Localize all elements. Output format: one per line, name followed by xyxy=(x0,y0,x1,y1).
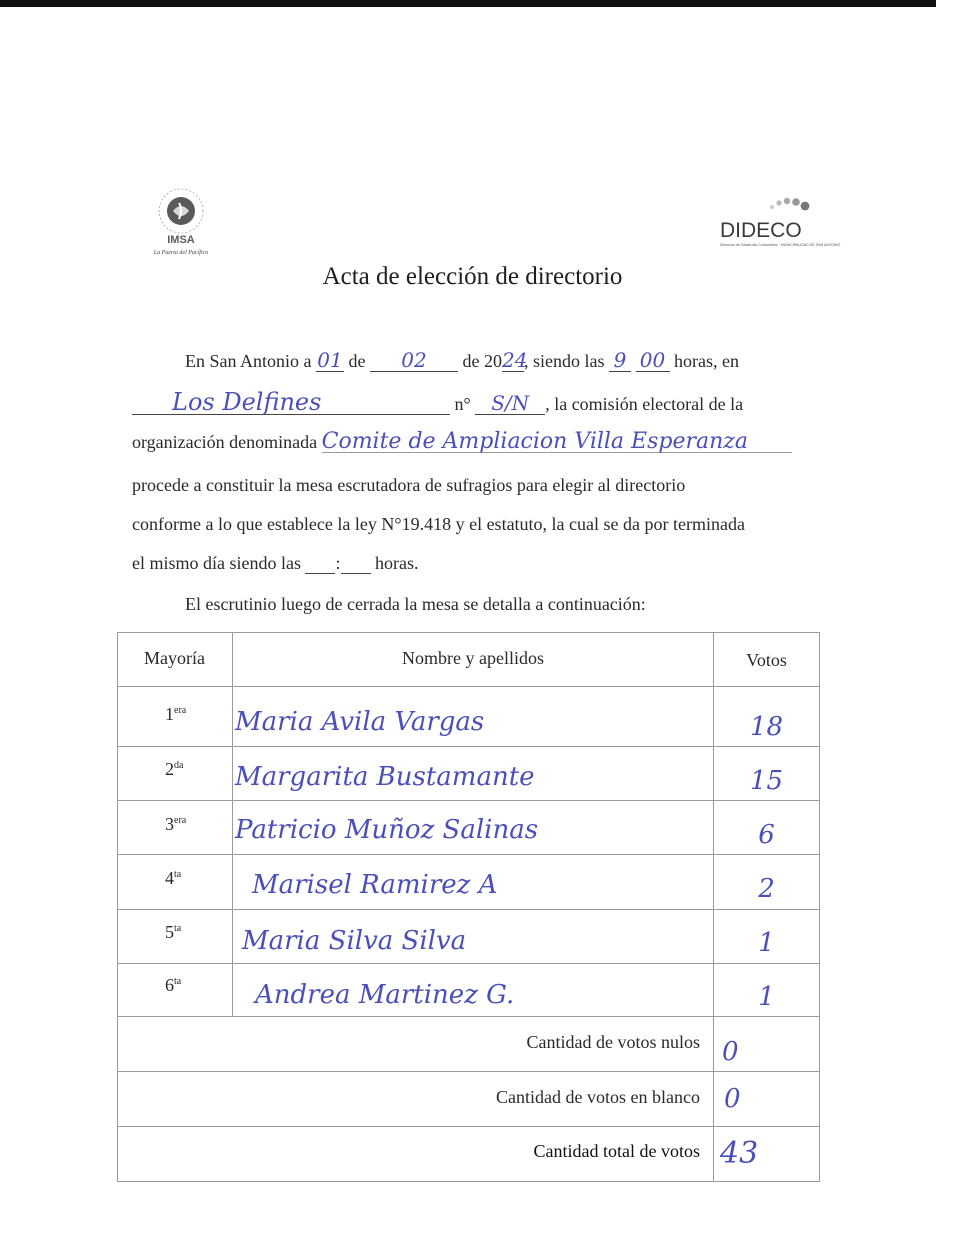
text-fragment: de 20 xyxy=(462,351,502,371)
dideco-logo-text: DIDECO xyxy=(720,219,802,242)
imsa-logo-tagline: La Puerta del Pacífico xyxy=(153,250,209,256)
blank-votes-label: Cantidad de votos en blanco xyxy=(496,1087,700,1107)
candidate-name: Marisel Ramirez A xyxy=(252,870,498,900)
text-fragment: organización denominada xyxy=(132,432,318,452)
table-divider xyxy=(117,1071,820,1072)
paragraph-line-5: conforme a lo que establece la ley N°19.418 y el estatuto, la cual se da por terminada xyxy=(132,514,745,534)
imsa-logo-text: IMSA xyxy=(167,234,195,246)
rank-cell xyxy=(165,922,181,943)
text-fragment: : xyxy=(335,553,341,573)
rank-cell xyxy=(165,975,181,996)
candidate-name: Maria Silva Silva xyxy=(242,926,467,956)
rank-suffix: era xyxy=(174,815,187,826)
dideco-dots-icon xyxy=(712,195,841,255)
month-field xyxy=(370,350,458,372)
table-divider xyxy=(117,1126,820,1127)
dideco-logo xyxy=(712,195,841,255)
rank-number: 2 xyxy=(165,759,174,779)
imsa-emblem-icon xyxy=(135,185,227,260)
table-divider xyxy=(117,800,820,801)
text-fragment: , siendo las xyxy=(524,351,605,371)
candidate-votes: 18 xyxy=(749,712,784,742)
blank-votes-value: 0 xyxy=(724,1084,741,1114)
rank-suffix: ta xyxy=(174,923,182,934)
end-hour-field xyxy=(305,553,335,574)
scan-top-edge xyxy=(0,0,936,7)
table-border xyxy=(117,632,820,633)
day-field xyxy=(316,350,344,372)
null-votes-value: 0 xyxy=(722,1037,739,1067)
table-border xyxy=(117,632,118,1182)
hour-value: 9 xyxy=(613,348,627,372)
table-divider xyxy=(117,1016,820,1017)
null-votes-label: Cantidad de votos nulos xyxy=(526,1032,700,1052)
results-table xyxy=(117,632,820,1182)
rank-number: 3 xyxy=(165,814,174,834)
paragraph-line-7: El escrutinio luego de cerrada la mesa se detalla a continuación: xyxy=(185,594,646,614)
candidate-name: Maria Avila Vargas xyxy=(235,707,485,737)
candidate-votes: 1 xyxy=(758,982,775,1012)
rank-suffix: da xyxy=(174,760,184,771)
paragraph-line-1 xyxy=(185,350,739,372)
place-field xyxy=(132,388,450,416)
end-minute-field xyxy=(341,553,371,574)
total-votes-value: 43 xyxy=(720,1136,759,1171)
year-field xyxy=(502,348,528,372)
year-value: 24 xyxy=(502,348,528,372)
minute-field xyxy=(636,350,670,372)
organization-field xyxy=(321,429,792,454)
table-border xyxy=(117,1181,820,1182)
rank-number: 4 xyxy=(165,868,174,888)
rank-cell xyxy=(165,704,186,725)
imsa-logo xyxy=(135,185,227,260)
rank-suffix: era xyxy=(174,705,187,716)
candidate-name: Andrea Martinez G. xyxy=(255,980,515,1010)
paragraph-line-4: procede a constituir la mesa escrutadora de sufragios para elegir al directorio xyxy=(132,475,686,495)
text-fragment: el mismo día siendo las xyxy=(132,553,301,573)
header-nombre: Nombre y apellidos xyxy=(402,648,544,668)
month-value: 02 xyxy=(401,348,427,372)
rank-cell xyxy=(165,868,181,889)
rank-number: 6 xyxy=(165,975,174,995)
organization-value: Comite de Ampliacion Villa Esperanza xyxy=(321,429,748,454)
table-divider xyxy=(117,909,820,910)
table-divider xyxy=(117,686,820,687)
rank-cell xyxy=(165,759,183,780)
table-divider xyxy=(232,632,233,1016)
candidate-votes: 1 xyxy=(758,928,775,958)
text-fragment: de xyxy=(348,351,366,371)
text-fragment: horas, en xyxy=(674,351,739,371)
text-fragment: , la comisión electoral de la xyxy=(545,394,744,414)
dideco-logo-tagline: Dirección de Desarrollo Comunitario · MUNICIPALIDAD DE SAN ANTONIO xyxy=(720,243,841,247)
text-fragment: horas. xyxy=(375,553,419,573)
header-mayoria: Mayoría xyxy=(144,648,205,668)
rank-number: 1 xyxy=(165,704,174,724)
rank-suffix: ta xyxy=(174,976,182,987)
day-value: 01 xyxy=(317,348,343,372)
hour-field xyxy=(609,350,631,372)
table-divider xyxy=(117,963,820,964)
rank-number: 5 xyxy=(165,922,174,942)
table-divider xyxy=(117,854,820,855)
text-fragment: n° xyxy=(454,394,471,414)
table-divider xyxy=(117,746,820,747)
candidate-name: Margarita Bustamante xyxy=(235,762,535,792)
candidate-votes: 6 xyxy=(758,820,775,850)
number-field xyxy=(475,393,545,415)
rank-suffix: ta xyxy=(174,869,182,880)
paragraph-line-3 xyxy=(132,429,792,454)
number-value: S/N xyxy=(491,391,530,415)
text-fragment: En San Antonio a xyxy=(185,351,312,371)
document-title: Acta de elección de directorio xyxy=(322,263,623,290)
candidate-votes: 15 xyxy=(749,766,784,796)
paragraph-line-6 xyxy=(132,553,419,574)
place-value: Los Delfines xyxy=(172,388,322,416)
header-votos: Votos xyxy=(746,650,787,670)
candidate-votes: 2 xyxy=(758,874,775,904)
minute-value: 00 xyxy=(639,348,666,372)
rank-cell xyxy=(165,814,186,835)
paragraph-line-2 xyxy=(132,388,744,416)
total-votes-label: Cantidad total de votos xyxy=(533,1141,700,1161)
candidate-name: Patricio Muñoz Salinas xyxy=(235,815,539,845)
